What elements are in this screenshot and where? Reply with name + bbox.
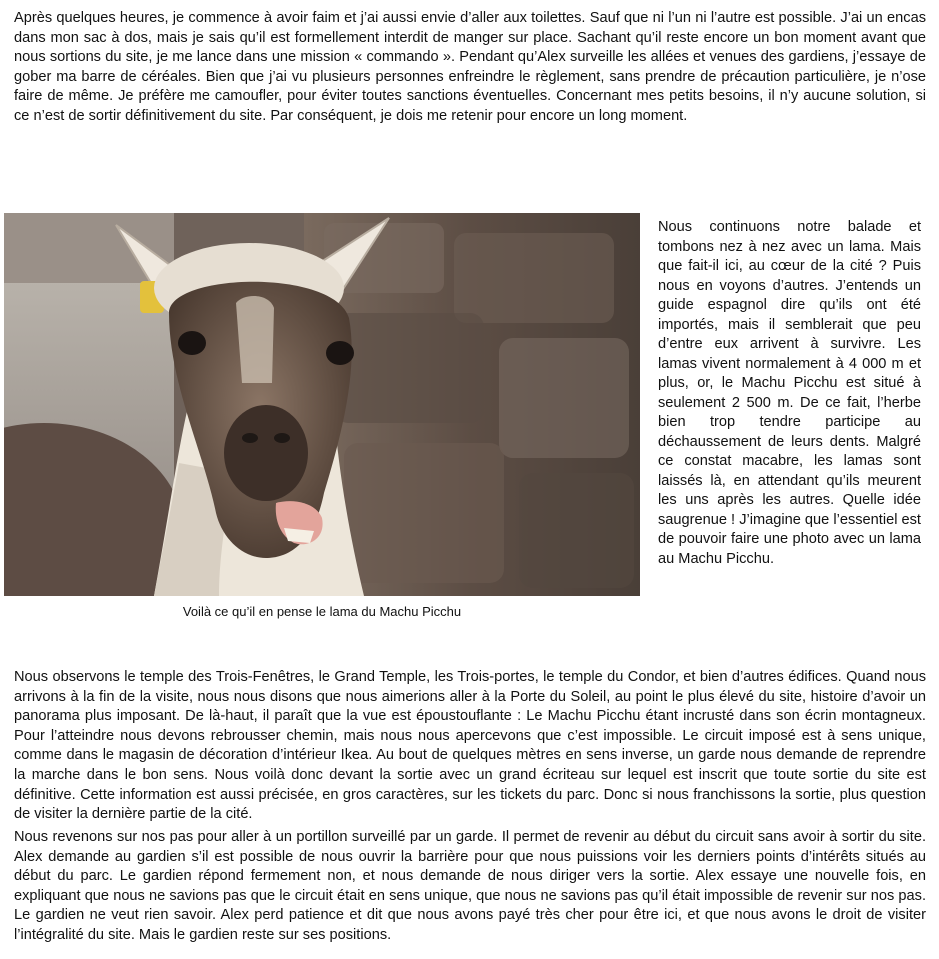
llama-side-text: Nous continuons notre balade et tombons nez à nez avec un lama. Mais que fait-il ici, au cœur de la cité ? Puis nous en voyons d’autres. J’entends un guide espagnol dire qu’ils ont été importés, mais il semblerait que peu d’entre eux arrivent à survivre. Les lamas vivent normalement à 4 000 m et plus, or, le Machu Picchu est situé à seulement 2 500 m. De ce fait, l’herbe bien trop tendre participe au déchaussement de leurs dents. Malgré ce constat macabre, les lamas sont laissés là, en attendant qu’ils meurent les uns après les autres. Quelle idée saugrenue ! J’imagine que l’essentiel est de pouvoir faire une photo avec un lama au Machu Picchu. bbox=[658, 219, 921, 567]
llama-photo bbox=[4, 213, 640, 596]
intro-paragraph: Après quelques heures, je commence à avoir faim et j’ai aussi envie d’aller aux toilettes. Sauf que ni l’un ni l’autre est possible. J’ai un encas dans mon sac à dos, mais je sais qu’il est formellement interdit de manger sur place. Sachant qu’il reste encore un bon moment avant que nous sortions du site, je me lance dans une mission « commando ». Pendant qu’Alex surveille les allées et venues des gardiens, j’essaye de gober ma barre de céréales. Bien que j’ai vu plusieurs personnes enfreindre le règlement, sans prendre de précaution particulière, je n’ose faire de même. Je préfère me camoufler, pour éviter toutes sanctions éventuelles. Concernant mes petits besoins, il n’y aucune solution, si ce n’est de sortir définitivement du site. Par conséquent, je dois me retenir pour encore un long moment. bbox=[14, 10, 926, 124]
temple-paragraph: Nous observons le temple des Trois-Fenêtres, le Grand Temple, les Trois-portes, le temple du Condor, et bien d’autres édifices. Quand nous arrivons à la fin de la visite, nous nous disons que nous aimerions aller à la Porte du Soleil, au point le plus élevé du site, histoire d’avoir un panorama plus imposant. De là-haut, il paraît que la vue est époustouflante : Le Machu Picchu étant incrusté dans son écrin montagneux. Pour l’atteindre nous devons rebrousser chemin, mais nous nous apercevons que c’est impossible. Le circuit imposé est à sens unique, comme dans le magasin de décoration d’intérieur Ikea. Au bout de quelques mètres en sens inverse, un garde nous demande de reprendre la marche dans le bon sens. Nous voilà donc devant la sortie avec un grand écriteau sur lequel est inscrit que toute sortie du site est définitive. Cette information est aussi précisée, en gros caractères, sur les tickets du parc. Donc si nous franchissons la sortie, plus question de visiter la dernière partie de la cité. bbox=[14, 669, 926, 823]
photo-caption: Voilà ce qu’il en pense le lama du Machu Picchu bbox=[182, 604, 462, 619]
return-paragraph: Nous revenons sur nos pas pour aller à un portillon surveillé par un garde. Il permet de revenir au début du circuit sans avoir à sortir du site. Alex demande au gardien s’il est possible de nous ouvrir la barrière pour que nous puissions voir les derniers points d’intérêts situés au début du parc. Le gardien répond fermement non, et nous demande de nous diriger vers la sortie. Alex essaye une nouvelle fois, en expliquant que nous ne savions pas que le circuit était en sens unique, que nous ne savions pas qu’il était impossible de revenir sur nos pas. Le gardien ne veut rien savoir. Alex perd patience et dit que nous avons payé très cher pour être ici, et que nous avons le droit de visiter l’intégralité du site. Mais le gardien reste sur ses positions. bbox=[14, 829, 926, 943]
